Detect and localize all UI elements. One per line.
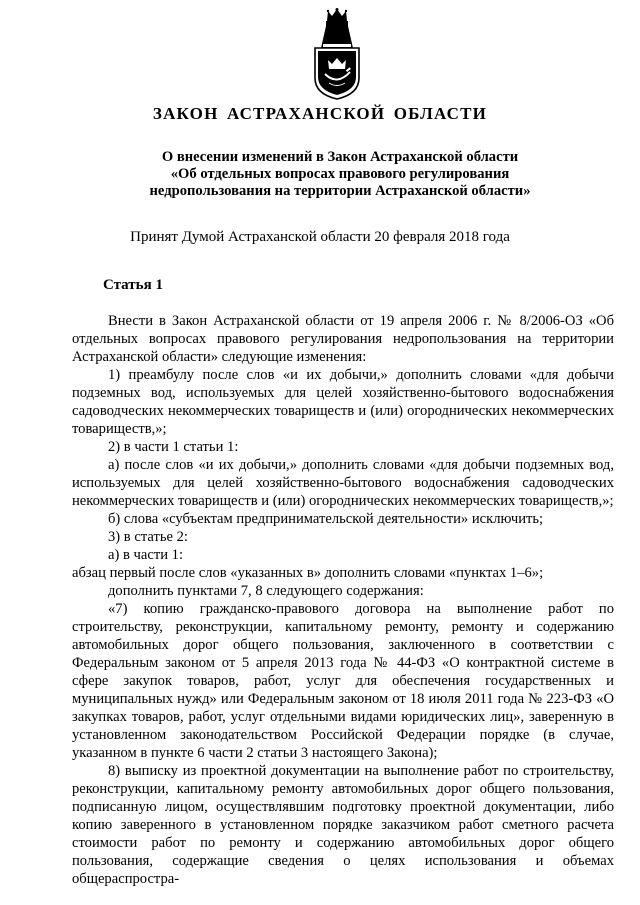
subtitle-line: «Об отдельных вопросах правового регулирования [170,166,510,182]
law-title: ЗАКОН АСТРАХАНСКОЙ ОБЛАСТИ [152,104,488,123]
paragraph: 2) в части 1 статьи 1: [108,439,239,455]
paragraph: абзац первый после слов «указанных в» дополнить словами «пунктах 1–6»; [72,565,544,581]
adoption-date: Принят Думой Астраханской области 20 февраля 2018 года [130,229,510,245]
paragraph: а) в части 1: [108,547,184,563]
law-subtitle [60,149,620,200]
article-heading: Статья 1 [103,277,163,293]
paragraph: 1) преамбулу после слов «и их добычи,» дополнить словами «для добычи подземных вод, используемых для целей хозяйственно-бытового водоснабжения садоводческих некоммерческих товариществ и (или) огороднических некоммерческих товариществ,»; [72,367,614,437]
article-body [72,312,614,888]
astrakhan-coat-of-arms-icon [313,8,361,100]
subtitle-line: О внесении изменений в Закон Астраханской области [161,149,519,165]
paragraph: «7) копию гражданско-правового договора на выполнение работ по строительству, реконструкции, капитальному ремонту, ремонту и содержанию автомобильных дорог общего пользования, заключенного в соответствии с Федеральным законом от 5 апреля 2013 года № 44-ФЗ «О контрактной системе в сфере закупок товаров, работ, услуг для обеспечения государственных и муниципальных нужд» или Федеральным законом от 18 июля 2011 года № 223-ФЗ «О закупках товаров, работ, услуг отдельными видами юридических лиц», заверенную в установленном законодательством Российской Федерации порядке (в случае, указанном в пункте 6 части 2 статьи 3 настоящего Закона); [72,601,614,761]
paragraph: б) слова «субъектам предпринимательской деятельности» исключить; [108,511,544,527]
paragraph: дополнить пунктами 7, 8 следующего содержания: [108,583,424,599]
paragraph: а) после слов «и их добычи,» дополнить словами «для добычи подземных вод, используемых для целей хозяйственно-бытового водоснабжения садоводческих некоммерческих товариществ и (или) огороднических некоммерческих товариществ,»; [72,457,614,509]
paragraph: Внести в Закон Астраханской области от 19 апреля 2006 г. № 8/2006-ОЗ «Об отдельных вопросах правового регулирования недропользования на территории Астраханской области» следующие изменения: [72,313,614,365]
paragraph: 8) выписку из проектной документации на выполнение работ по строительству, реконструкции, капитальному ремонту автомобильных дорог общего пользования, подписанную лицом, осуществлявшим подготовку проектной документации, либо копию заверенного в установленном порядке заказчиком работ сметного расчета стоимости работ по ремонту и содержанию автомобильных дорог общего пользования, содержащие сведения о целях использования и объемах общераспростра- [72,763,614,887]
subtitle-line: недропользования на территории Астраханской области» [149,183,531,199]
paragraph: 3) в статье 2: [108,529,188,545]
